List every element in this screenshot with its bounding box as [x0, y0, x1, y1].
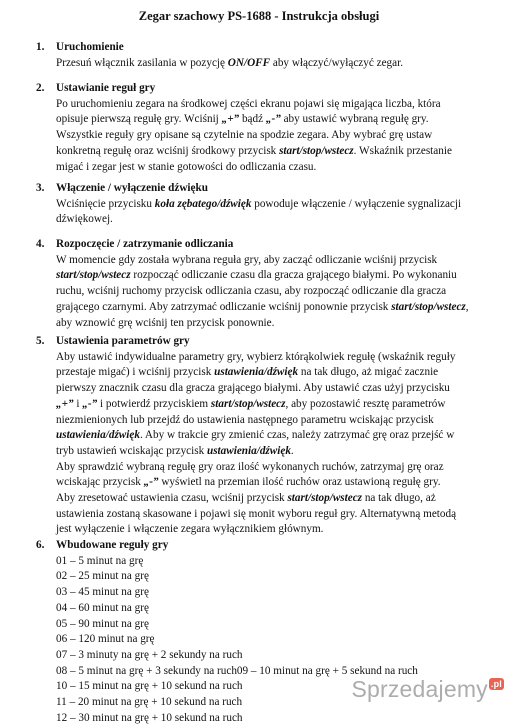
text-line	[56, 56, 498, 72]
text-run: i	[73, 397, 83, 410]
text-line	[56, 491, 498, 507]
text-run: Aby zresetować ustawienia czasu, wciśnij przycisk	[56, 492, 288, 505]
section-startup	[36, 40, 498, 71]
text-run: , aby pozostawić resztę parametrów	[285, 397, 446, 410]
section-body	[56, 253, 498, 332]
rule-item	[56, 601, 498, 617]
emphasized-term: ON/OFF	[227, 56, 271, 69]
text-run: migać i zegar jest w stanie gotowości do odliczania czasu.	[56, 160, 317, 173]
text-run: przestaje migać) i wciśnij przycisk	[56, 366, 215, 379]
text-line	[56, 212, 498, 228]
text-run: 08 – 5 minut na grę + 3 sekundy na ruch09 – 10 minut na grę + 5 sekund na ruch	[56, 664, 418, 677]
text-run: ustawienia zostaną skasowane i pojawi się monit wyboru reguł gry. Alternatywną metodą	[56, 507, 457, 520]
text-run: 12 – 30 minut na grę + 10 sekund na ruch	[56, 711, 243, 724]
section-start-stop	[36, 237, 498, 331]
section-body	[56, 56, 498, 72]
text-run: pierwszy znacznik czasu dla gracza grającego białymi. Aby ustawić czas użyj przycisku	[56, 382, 450, 395]
text-run: Aby ustawić indywidualne parametry gry, wybierz którąkolwiek regułę (wskaźnik reguły	[56, 350, 456, 363]
section-heading: Wbudowane reguły gry	[56, 539, 169, 551]
text-line	[56, 428, 498, 444]
text-run: opisuje pierwszą regułę gry. Wciśnij	[56, 113, 222, 126]
text-run: 02 – 25 minut na grę	[56, 570, 149, 583]
section-number: 4.	[36, 238, 45, 250]
document-title: Zegar szachowy PS-1688 - Instrukcja obsługi	[138, 9, 380, 23]
text-line	[56, 350, 498, 366]
section-body	[56, 350, 498, 538]
text-line	[56, 128, 498, 144]
emphasized-term: „+”	[221, 113, 240, 126]
rule-item	[56, 569, 498, 585]
text-line	[56, 522, 498, 538]
text-run: 10 – 15 minut na grę + 10 sekund na ruch	[56, 680, 243, 693]
text-line	[56, 284, 498, 300]
sprzedajemy-watermark-logo	[351, 676, 504, 704]
text-run: 01 – 5 minut na grę	[56, 554, 144, 567]
section-body	[56, 97, 498, 176]
text-run: i potwierdź przyciskiem	[97, 397, 211, 410]
text-line	[56, 475, 498, 491]
text-run: . Wskaźnik przestanie	[353, 144, 452, 157]
text-run: Przesuń włącznik zasilania w pozycję	[56, 56, 228, 69]
text-run: 04 – 60 minut na grę	[56, 601, 149, 614]
emphasized-term: ustawienia/dźwięk	[56, 429, 140, 442]
emphasized-term: start/stop/wstecz	[287, 492, 363, 505]
text-line	[56, 253, 498, 269]
text-run: wyświetl na przemian ilość ruchów oraz ustawioną regułę gry.	[158, 476, 441, 489]
text-run: 07 – 3 minuty na grę + 2 sekundy na ruch	[56, 648, 243, 661]
text-line	[56, 268, 498, 284]
text-run: Po uruchomieniu zegara na środkowej części ekranu pojawi się migająca liczba, która	[56, 97, 441, 110]
text-line	[56, 160, 498, 176]
section-heading: Ustawianie reguł gry	[56, 82, 156, 94]
text-run: aby ustawić wybraną regułę gry.	[280, 113, 429, 126]
rule-item	[56, 711, 498, 726]
text-run: aby włączyć/wyłączyć zegar.	[270, 56, 404, 69]
emphasized-term: start/stop/wstecz	[56, 269, 131, 282]
text-run: powoduje włączenie / wyłączenie sygnalizacji	[251, 197, 462, 210]
section-number: 1.	[36, 41, 45, 53]
text-run: ,	[465, 300, 469, 313]
text-run: bądź	[239, 113, 266, 126]
section-sound	[36, 181, 498, 228]
text-run: jest wyłączenie i włączenie zegara wyłącznikiem głównym.	[56, 523, 324, 536]
text-run: ruchu, wciśnij ruchomy przycisk odliczania czasu, aby rozpocząć odliczanie dla gracza	[56, 285, 447, 298]
section-number: 2.	[36, 82, 45, 94]
emphasized-term: „+”	[56, 397, 74, 410]
text-line	[56, 507, 498, 523]
emphasized-term: start/stop/wstecz	[391, 300, 466, 313]
text-run: rozpocząć odliczanie czasu dla gracza grającego białymi. Po wykonaniu	[130, 269, 457, 282]
text-line	[56, 413, 498, 429]
emphasized-term: ustawienia/dźwięk	[206, 444, 291, 457]
text-run: 11 – 20 minut na grę + 10 sekund na ruch	[56, 696, 243, 709]
section-heading: Uruchomienie	[56, 41, 124, 53]
text-run: W momencie gdy została wybrana reguła gry, aby zacząć odliczanie wciśnij przycisk	[56, 253, 438, 266]
text-line	[56, 112, 498, 128]
text-line	[56, 444, 498, 460]
rule-item	[56, 617, 498, 633]
section-heading: Ustawienia parametrów gry	[56, 335, 190, 347]
text-run: grającego czarnymi. Aby zatrzymać odliczanie wciśnij ponownie przycisk	[56, 300, 392, 313]
section-number: 3.	[36, 182, 45, 194]
text-run: 05 – 90 minut na grę	[56, 617, 149, 630]
text-line	[56, 365, 498, 381]
rule-item	[56, 585, 498, 601]
emphasized-term: koła zębatego/dźwięk	[154, 197, 252, 210]
text-line	[56, 460, 498, 476]
section-rules-setup	[36, 81, 498, 175]
section-body	[56, 197, 498, 228]
text-run: tryb ustawień wciskając przycisk	[56, 444, 207, 457]
emphasized-term: start/stop/wstecz	[210, 397, 286, 410]
rule-item	[56, 554, 498, 570]
text-line	[56, 397, 498, 413]
text-line	[56, 316, 498, 332]
text-line	[56, 300, 498, 316]
text-line	[56, 97, 498, 113]
section-heading: Rozpoczęcie / zatrzymanie odliczania	[56, 238, 234, 250]
text-run: 03 – 45 minut na grę	[56, 586, 149, 599]
text-run: niezmienionych lub przejdź do ustawienia następnego parametru wciskając przycisk	[56, 413, 434, 426]
emphasized-term: „-”	[143, 476, 159, 489]
rule-item	[56, 632, 498, 648]
emphasized-term: start/stop/wstecz	[279, 144, 354, 157]
rule-item	[56, 648, 498, 664]
text-run: Wciśnięcie przycisku	[56, 197, 155, 210]
text-run: konkretną regułę oraz wciśnij środkowy przycisk	[56, 144, 280, 157]
text-run: Aby sprawdzić wybraną regułę gry oraz ilość wykonanych ruchów, zatrzymaj grę oraz	[56, 460, 444, 473]
text-line	[56, 381, 498, 397]
section-heading: Włączenie / wyłączenie dźwięku	[56, 182, 208, 194]
section-parameters	[36, 334, 498, 538]
emphasized-term: „-”	[82, 397, 98, 410]
text-run: na tak długo, aż	[362, 492, 436, 505]
text-run: .	[290, 444, 294, 457]
text-line	[56, 144, 498, 160]
emphasized-term: „-”	[265, 113, 281, 126]
watermark-badge: .pl	[490, 679, 502, 689]
text-run: aby wznowić grę wciśnij ten przycisk ponownie.	[56, 316, 275, 329]
text-run: na tak długo, aż migać zacznie	[298, 366, 439, 379]
text-run: dźwiękowej.	[56, 213, 113, 226]
text-run: Wszystkie reguły gry opisane są czytelnie na spodzie zegara. Aby wybrać grę ustaw	[56, 129, 433, 142]
section-number: 5.	[36, 335, 45, 347]
text-line	[56, 197, 498, 213]
text-run: 06 – 120 minut na grę	[56, 633, 155, 646]
text-run: . Aby w trakcie gry zmienić czas, należy zatrzymać grę oraz przejść w	[139, 429, 455, 442]
text-run: wciskając przycisk	[56, 476, 144, 489]
watermark-text: Sprzedajemy	[351, 676, 488, 702]
emphasized-term: ustawienia/dźwięk	[214, 366, 299, 379]
section-number: 6.	[36, 539, 45, 551]
